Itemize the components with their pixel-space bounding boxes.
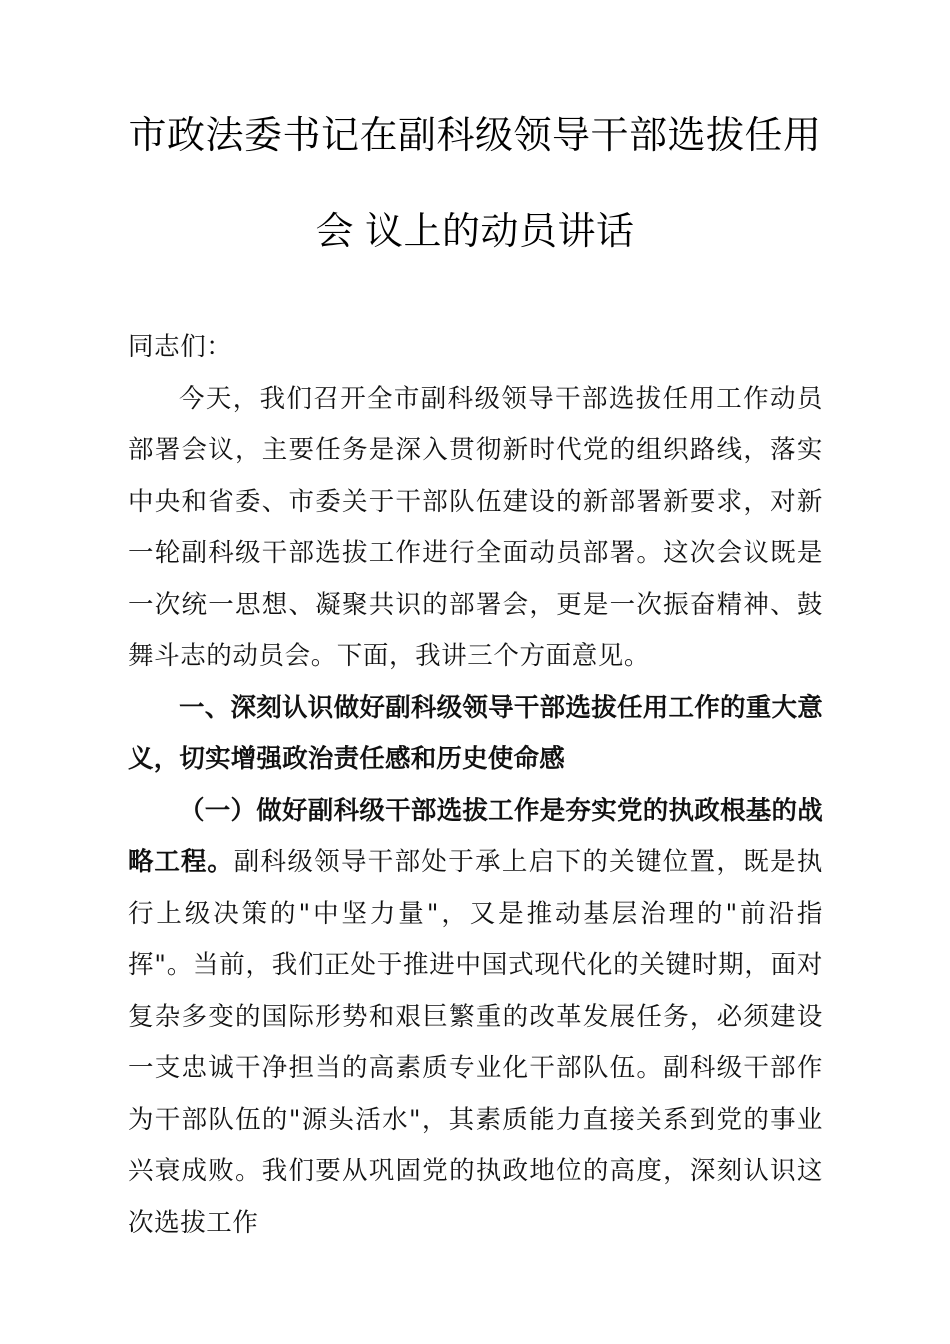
page-title-line-1: 市政法委书记在副科级领导干部选拔任用会 (128, 115, 822, 253)
paragraph-body-run: 副科级领导干部处于承上启下的关键位置，既是执行上级决策的"中坚力量"，又是推动基层治理的"前沿指挥"。当前，我们正处于推进中国式现代化的关键时期，面对复杂多变的国际形势和艰巨繁重的改革发展任务，必须建设一支忠诚干净担当的高素质专业化干部队伍。副科级干部作为干部队伍的"源头活水"，其素质能力直接关系到党的事业兴衰成败。我们要从巩固党的执政地位的高度，深刻认识这次选拔工作 (128, 847, 823, 1238)
paragraph-section-1-1 (128, 786, 823, 1250)
salutation: 同志们： (128, 332, 233, 362)
paragraph-opening: 今天，我们召开全市副科级领导干部选拔任用工作动员部署会议，主要任务是深入贯彻新时代党的组织路线，落实中央和省委、市委关于干部队伍建设的新部署新要求，对新一轮副科级干部选拔工作进行全面动员部署。这次会议既是一次统一思想、凝聚共识的部署会，更是一次振奋精神、鼓舞斗志的动员会。下面，我讲三个方面意见。 (128, 383, 823, 671)
section-heading-1: 一、深刻认识做好副科级领导干部选拔任用工作的重大意义，切实增强政治责任感和历史使命感 (128, 692, 823, 774)
page-title-line-2: 议上的动员讲话 (365, 211, 635, 253)
paragraph-bold-lead: （一）做好副科级干部选拔工作是夯实党的执政根基的战略工程。 (128, 795, 823, 877)
page-title (0, 0, 950, 280)
document-body (0, 322, 950, 1249)
